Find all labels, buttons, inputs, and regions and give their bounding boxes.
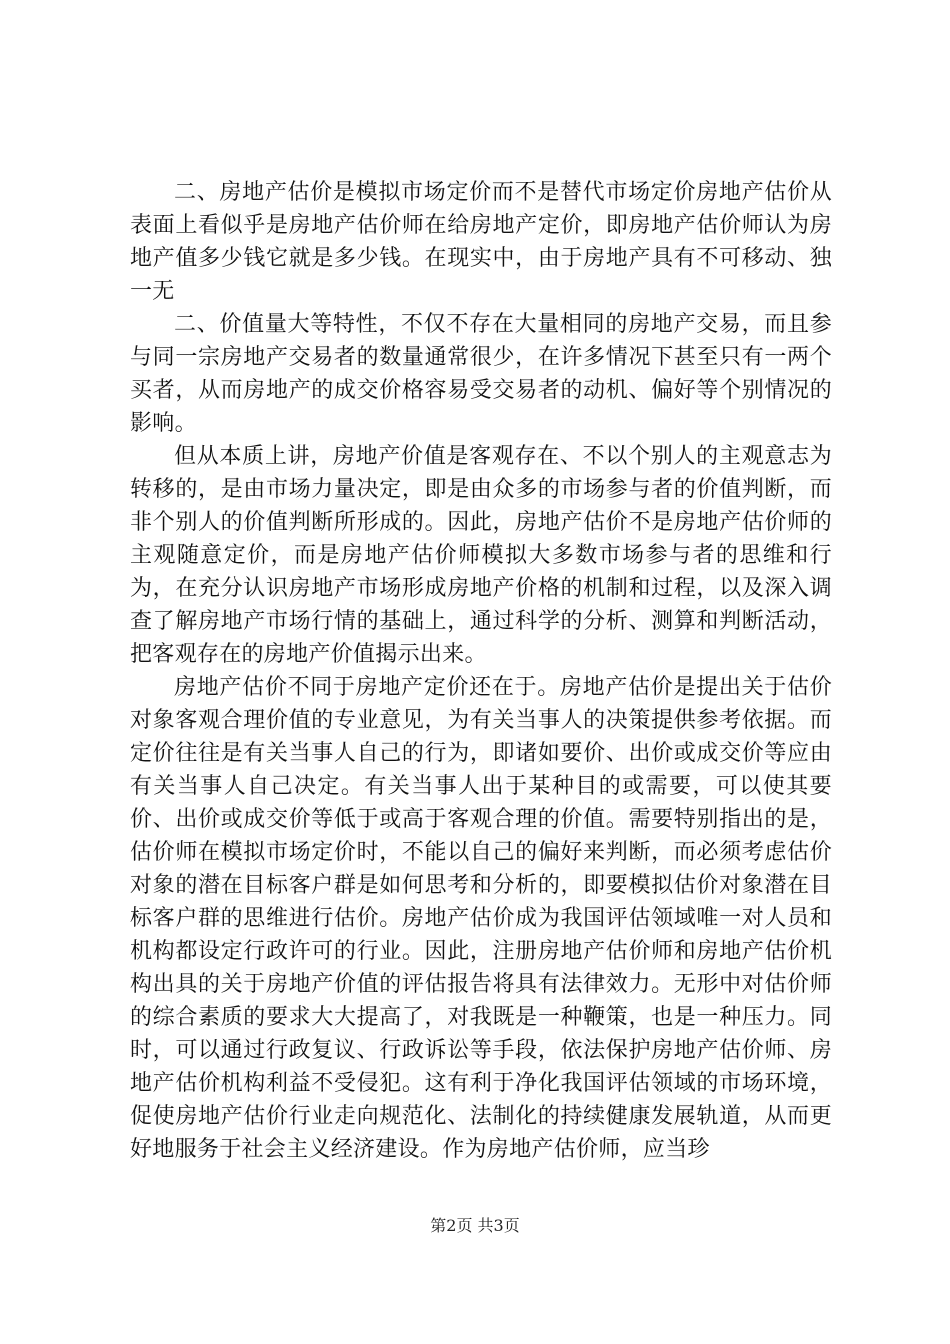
page-footer <box>0 1216 950 1236</box>
paragraph-2: 二、价值量大等特性，不仅不存在大量相同的房地产交易，而且参与同一宗房地产交易者的数量通常很少，在许多情况下甚至只有一两个买者，从而房地产的成交价格容易受交易者的动机、偏好等个别情况的影响。 <box>130 312 832 436</box>
document-body <box>130 176 832 1166</box>
paragraph-1: 二、房地产估价是模拟市场定价而不是替代市场定价房地产估价从表面上看似乎是房地产估价师在给房地产定价，即房地产估价师认为房地产值多少钱它就是多少钱。在现实中，由于房地产具有不可移动、独一无 <box>130 180 832 304</box>
page-number-label: 第2页 共3页 <box>430 1216 520 1235</box>
paragraph-4: 房地产估价不同于房地产定价还在于。房地产估价是提出关于估价对象客观合理价值的专业意见，为有关当事人的决策提供参考依据。而定价往往是有关当事人自己的行为，即诸如要价、出价或成交价等应由有关当事人自己决定。有关当事人出于某种目的或需要，可以使其要价、出价或成交价等低于或高于客观合理的价值。需要特别指出的是，估价师在模拟市场定价时，不能以自己的偏好来判断，而必须考虑估价对象的潜在目标客户群是如何思考和分析的，即要模拟估价对象潜在目标客户群的思维进行估价。房地产估价成为我国评估领域唯一对人员和机构都设定行政许可的行业。因此，注册房地产估价师和房地产估价机构出具的关于房地产价值的评估报告将具有法律效力。无形中对估价师的综合素质的要求大大提高了，对我既是一种鞭策，也是一种压力。同时，可以通过行政复议、行政诉讼等手段，依法保护房地产估价师、房地产估价机构利益不受侵犯。这有利于净化我国评估领域的市场环境，促使房地产估价行业走向规范化、法制化的持续健康发展轨道，从而更好地服务于社会主义经济建设。作为房地产估价师，应当珍 <box>130 675 832 1162</box>
paragraph-3: 但从本质上讲，房地产价值是客观存在、不以个别人的主观意志为转移的，是由市场力量决定，即是由众多的市场参与者的价值判断，而非个别人的价值判断所形成的。因此，房地产估价不是房地产估价师的主观随意定价，而是房地产估价师模拟大多数市场参与者的思维和行为，在充分认识房地产市场形成房地产价格的机制和过程，以及深入调查了解房地产市场行情的基础上，通过科学的分析、测算和判断活动，把客观存在的房地产价值揭示出来。 <box>130 444 832 667</box>
